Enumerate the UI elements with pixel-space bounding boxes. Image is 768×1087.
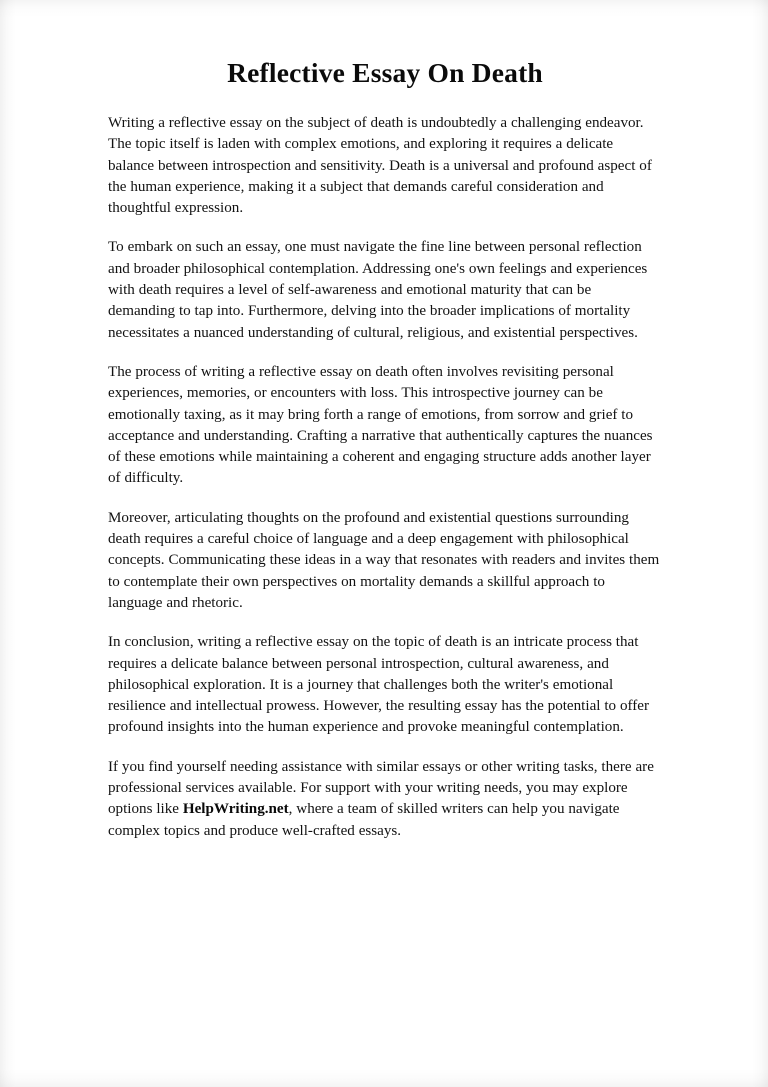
helpwriting-link[interactable]: HelpWriting.net (182, 801, 289, 818)
document-content (108, 56, 662, 842)
page-title: Reflective Essay On Death (227, 57, 543, 88)
services-trail-text: , where a team of skilled writers can help you navigate complex topics and produce well-crafted essays. (108, 801, 620, 839)
paragraph-4: Moreover, articulating thoughts on the profound and existential questions surrounding death requires a careful choice of language and a deep engagement with philosophical concepts. Communicating these ideas in a way that resonates with readers and invites them to contemplate their own perspectives on mortality demands a skillful approach to language and rhetoric. (108, 509, 660, 611)
paragraph-1: Writing a reflective essay on the subject of death is undoubtedly a challenging endeavor. The topic itself is laden with complex emotions, and exploring it requires a delicate balance between introspection and sensitivity. Death is a universal and profound aspect of the human experience, making it a subject that demands careful consideration and thoughtful expression. (108, 115, 652, 217)
paragraph-3: The process of writing a reflective essay on death often involves revisiting personal experiences, memories, or encounters with loss. This introspective journey can be emotionally taxing, as it may bring forth a range of emotions, from sorrow and grief to acceptance and understanding. Crafting a narrative that authentically captures the nuances of these emotions while maintaining a coherent and engaging structure adds another layer of difficulty. (108, 363, 653, 487)
paragraph-2: To embark on such an essay, one must navigate the fine line between personal reflection and broader philosophical contemplation. Addressing one's own feelings and experiences with death requires a level of self-awareness and emotional maturity that can be demanding to tap into. Furthermore, delving into the broader implications of mortality necessitates a nuanced understanding of cultural, religious, and existential perspectives. (108, 239, 648, 341)
paragraph-5-conclusion: In conclusion, writing a reflective essay on the topic of death is an intricate process that requires a delicate balance between personal introspection, cultural awareness, and philosophical exploration. It is a journey that challenges both the writer's emotional resilience and intellectual prowess. However, the resulting essay has the potential to offer profound insights into the human experience and provoke meaningful contemplation. (108, 634, 650, 736)
services-lead-text: If you find yourself needing assistance with similar essays or other writing tasks, there are professional services available. For support with your writing needs, you may explore options like (108, 758, 654, 818)
paragraph-6-services (108, 757, 662, 842)
